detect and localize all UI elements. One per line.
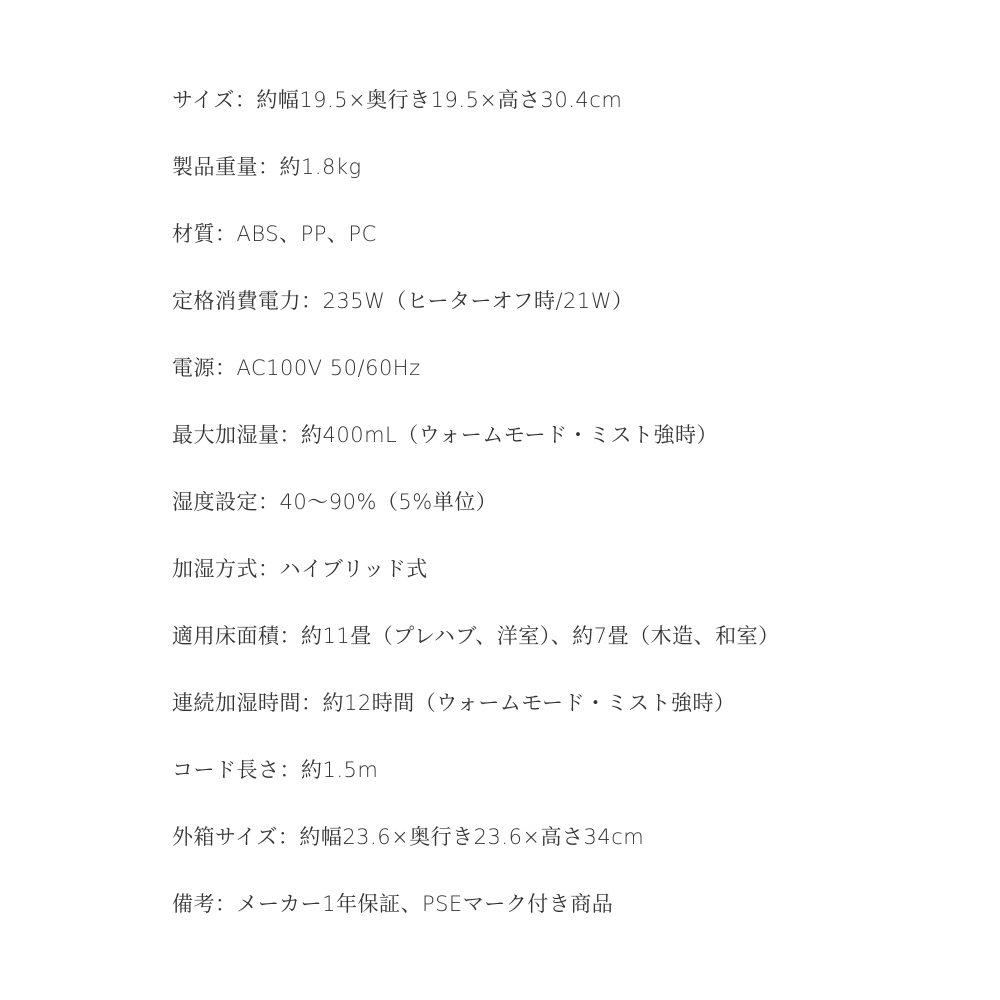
spec-size: サイズ：約幅19.5×奥行き19.5×高さ30.4cm [172,88,623,112]
spec-material: 材質：ABS、PP、PC [172,222,377,246]
spec-cord-length: コード長さ：約1.5m [172,758,379,782]
spec-continuous-time: 連続加湿時間：約12時間（ウォームモード・ミスト強時） [172,691,736,715]
spec-box-size: 外箱サイズ：約幅23.6×奥行き23.6×高さ34cm [172,825,645,849]
spec-floor-area: 適用床面積：約11畳（プレハブ、洋室）、約7畳（木造、和室） [172,624,780,648]
spec-power-consumption: 定格消費電力：235W（ヒーターオフ時/21W） [172,289,634,313]
spec-weight: 製品重量：約1.8kg [172,155,362,179]
spec-list [172,78,972,949]
spec-humidification-method: 加湿方式：ハイブリッド式 [172,557,428,581]
spec-max-humidification: 最大加湿量：約400mL（ウォームモード・ミスト強時） [172,423,719,447]
spec-humidity-setting: 湿度設定：40～90%（5%単位） [172,490,498,514]
spec-notes: 備考：メーカー1年保証、PSEマーク付き商品 [172,892,614,916]
spec-power-source: 電源：AC100V 50/60Hz [172,356,421,380]
